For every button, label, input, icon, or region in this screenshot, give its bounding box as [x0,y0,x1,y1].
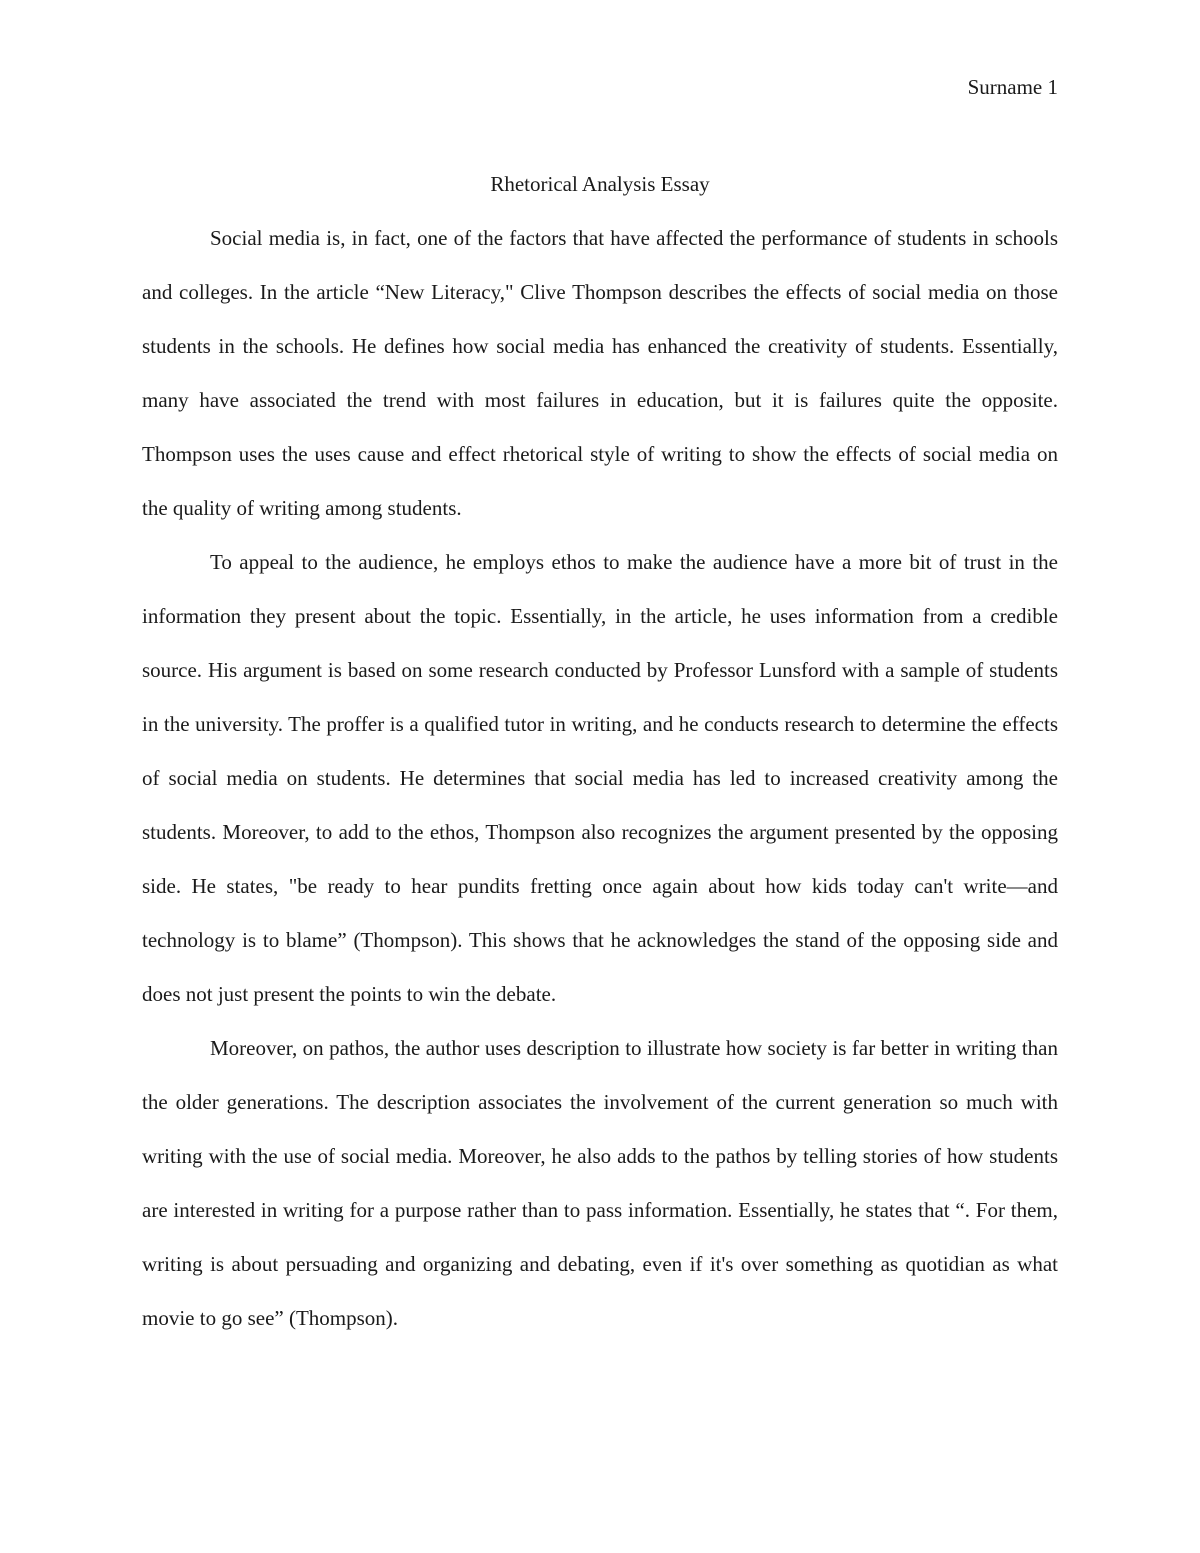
paragraph-1: Social media is, in fact, one of the factors that have affected the performance of students in schools and colleges. In the article “New Literacy," Clive Thompson describes the effects of social media on those students in the schools. He defines how social media has enhanced the creativity of students. Essentially, many have associated the trend with most failures in education, but it is failures quite the opposite. Thompson uses the uses cause and effect rhetorical style of writing to show the effects of social media on the quality of writing among students. [142,226,1058,520]
essay-title: Rhetorical Analysis Essay [490,172,710,196]
essay-body [142,157,1058,1345]
running-head: Surname 1 [967,75,1058,99]
paragraph-2: To appeal to the audience, he employs ethos to make the audience have a more bit of trust in the information they present about the topic. Essentially, in the article, he uses information from a credible source. His argument is based on some research conducted by Professor Lunsford with a sample of students in the university. The proffer is a qualified tutor in writing, and he conducts research to determine the effects of social media on students. He determines that social media has led to increased creativity among the students. Moreover, to add to the ethos, Thompson also recognizes the argument presented by the opposing side. He states, "be ready to hear pundits fretting once again about how kids today can't write—and technology is to blame” (Thompson). This shows that he acknowledges the stand of the opposing side and does not just present the points to win the debate. [142,550,1058,1006]
paragraph-3: Moreover, on pathos, the author uses description to illustrate how society is far better in writing than the older generations. The description associates the involvement of the current generation so much with writing with the use of social media. Moreover, he also adds to the pathos by telling stories of how students are interested in writing for a purpose rather than to pass information. Essentially, he states that “. For them, writing is about persuading and organizing and debating, even if it's over something as quotidian as what movie to go see” (Thompson). [142,1036,1058,1330]
